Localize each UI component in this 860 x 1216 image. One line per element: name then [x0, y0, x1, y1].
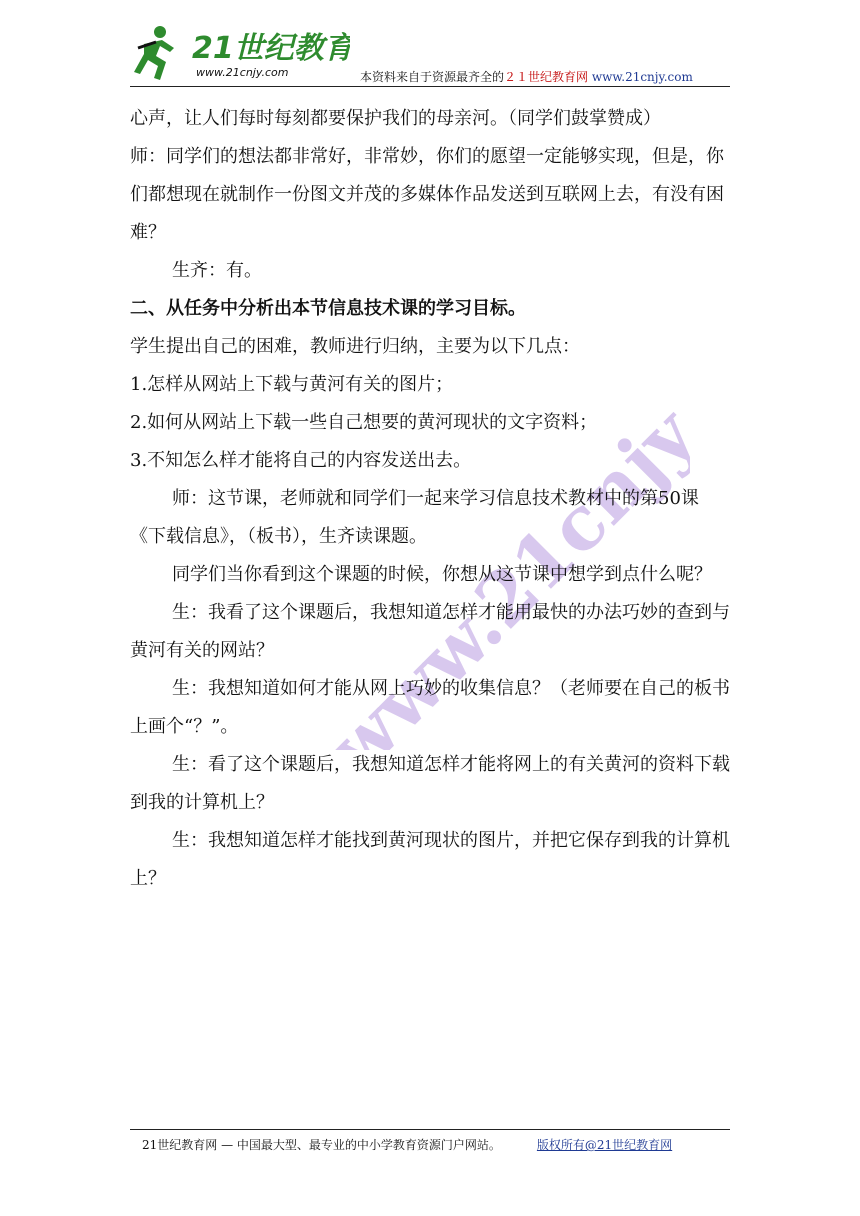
- document-body: [130, 100, 730, 898]
- paragraph: 生：我想知道如何才能从网上巧妙的收集信息？（老师要在自己的板书上画个“？”。: [130, 678, 730, 737]
- header-note-url[interactable]: www.21cnjy.com: [591, 70, 693, 84]
- list-item: 3.不知怎么样才能将自己的内容发送出去。: [130, 450, 472, 471]
- logo-url: www.21cnjy.com: [196, 66, 289, 79]
- paragraph: 师：这节课，老师就和同学们一起来学习信息技术教材中的第50课《下载信息》，（板书），生齐读课题。: [130, 488, 699, 547]
- header-divider: [130, 86, 730, 87]
- copyright-link[interactable]: 版权所有@21世纪教育网: [536, 1138, 673, 1152]
- runner-icon: [134, 26, 174, 80]
- section-heading: 二、从任务中分析出本节信息技术课的学习目标。: [130, 298, 526, 319]
- header-note-prefix: 本资料来自于资源最齐全的: [360, 70, 505, 84]
- page-header: [130, 22, 730, 86]
- paragraph: 学生提出自己的困难，教师进行归纳，主要为以下几点：: [130, 336, 580, 357]
- paragraph: 同学们当你看到这个课题的时候，你想从这节课中想学到点什么呢？: [172, 564, 712, 585]
- header-note-brand[interactable]: ２１世纪教育网: [504, 70, 589, 84]
- page-footer: [142, 1136, 672, 1153]
- paragraph: 师：同学们的想法都非常好，非常妙，你们的愿望一定能够实现，但是，你们都想现在就制作一份图文并茂的多媒体作品发送到互联网上去，有没有困难？: [130, 146, 724, 243]
- paragraph: 生：我看了这个课题后，我想知道怎样才能用最快的办法巧妙的查到与黄河有关的网站？: [130, 602, 730, 661]
- paragraph: 生齐：有。: [172, 260, 262, 281]
- paragraph: 心声，让人们每时每刻都要保护我们的母亲河。（同学们鼓掌赞成）: [130, 108, 661, 129]
- paragraph: 生：我想知道怎样才能找到黄河现状的图片，并把它保存到我的计算机上？: [130, 830, 730, 889]
- header-note: [360, 68, 693, 85]
- list-item: 1.怎样从网站上下载与黄河有关的图片；: [130, 374, 454, 395]
- logo-graphic: [130, 22, 350, 84]
- paragraph: 生：看了这个课题后，我想知道怎样才能将网上的有关黄河的资料下载到我的计算机上？: [130, 754, 730, 813]
- footer-divider: [130, 1129, 730, 1130]
- watermark-text: www.21cnjy.com: [311, 330, 690, 750]
- footer-text: 21世纪教育网 — 中国最大型、最专业的中小学教育资源门户网站。: [142, 1138, 501, 1152]
- list-item: 2.如何从网站上下载一些自己想要的黄河现状的文字资料；: [130, 412, 598, 433]
- logo-text: 21世纪教育: [192, 31, 350, 66]
- site-logo[interactable]: [130, 22, 350, 84]
